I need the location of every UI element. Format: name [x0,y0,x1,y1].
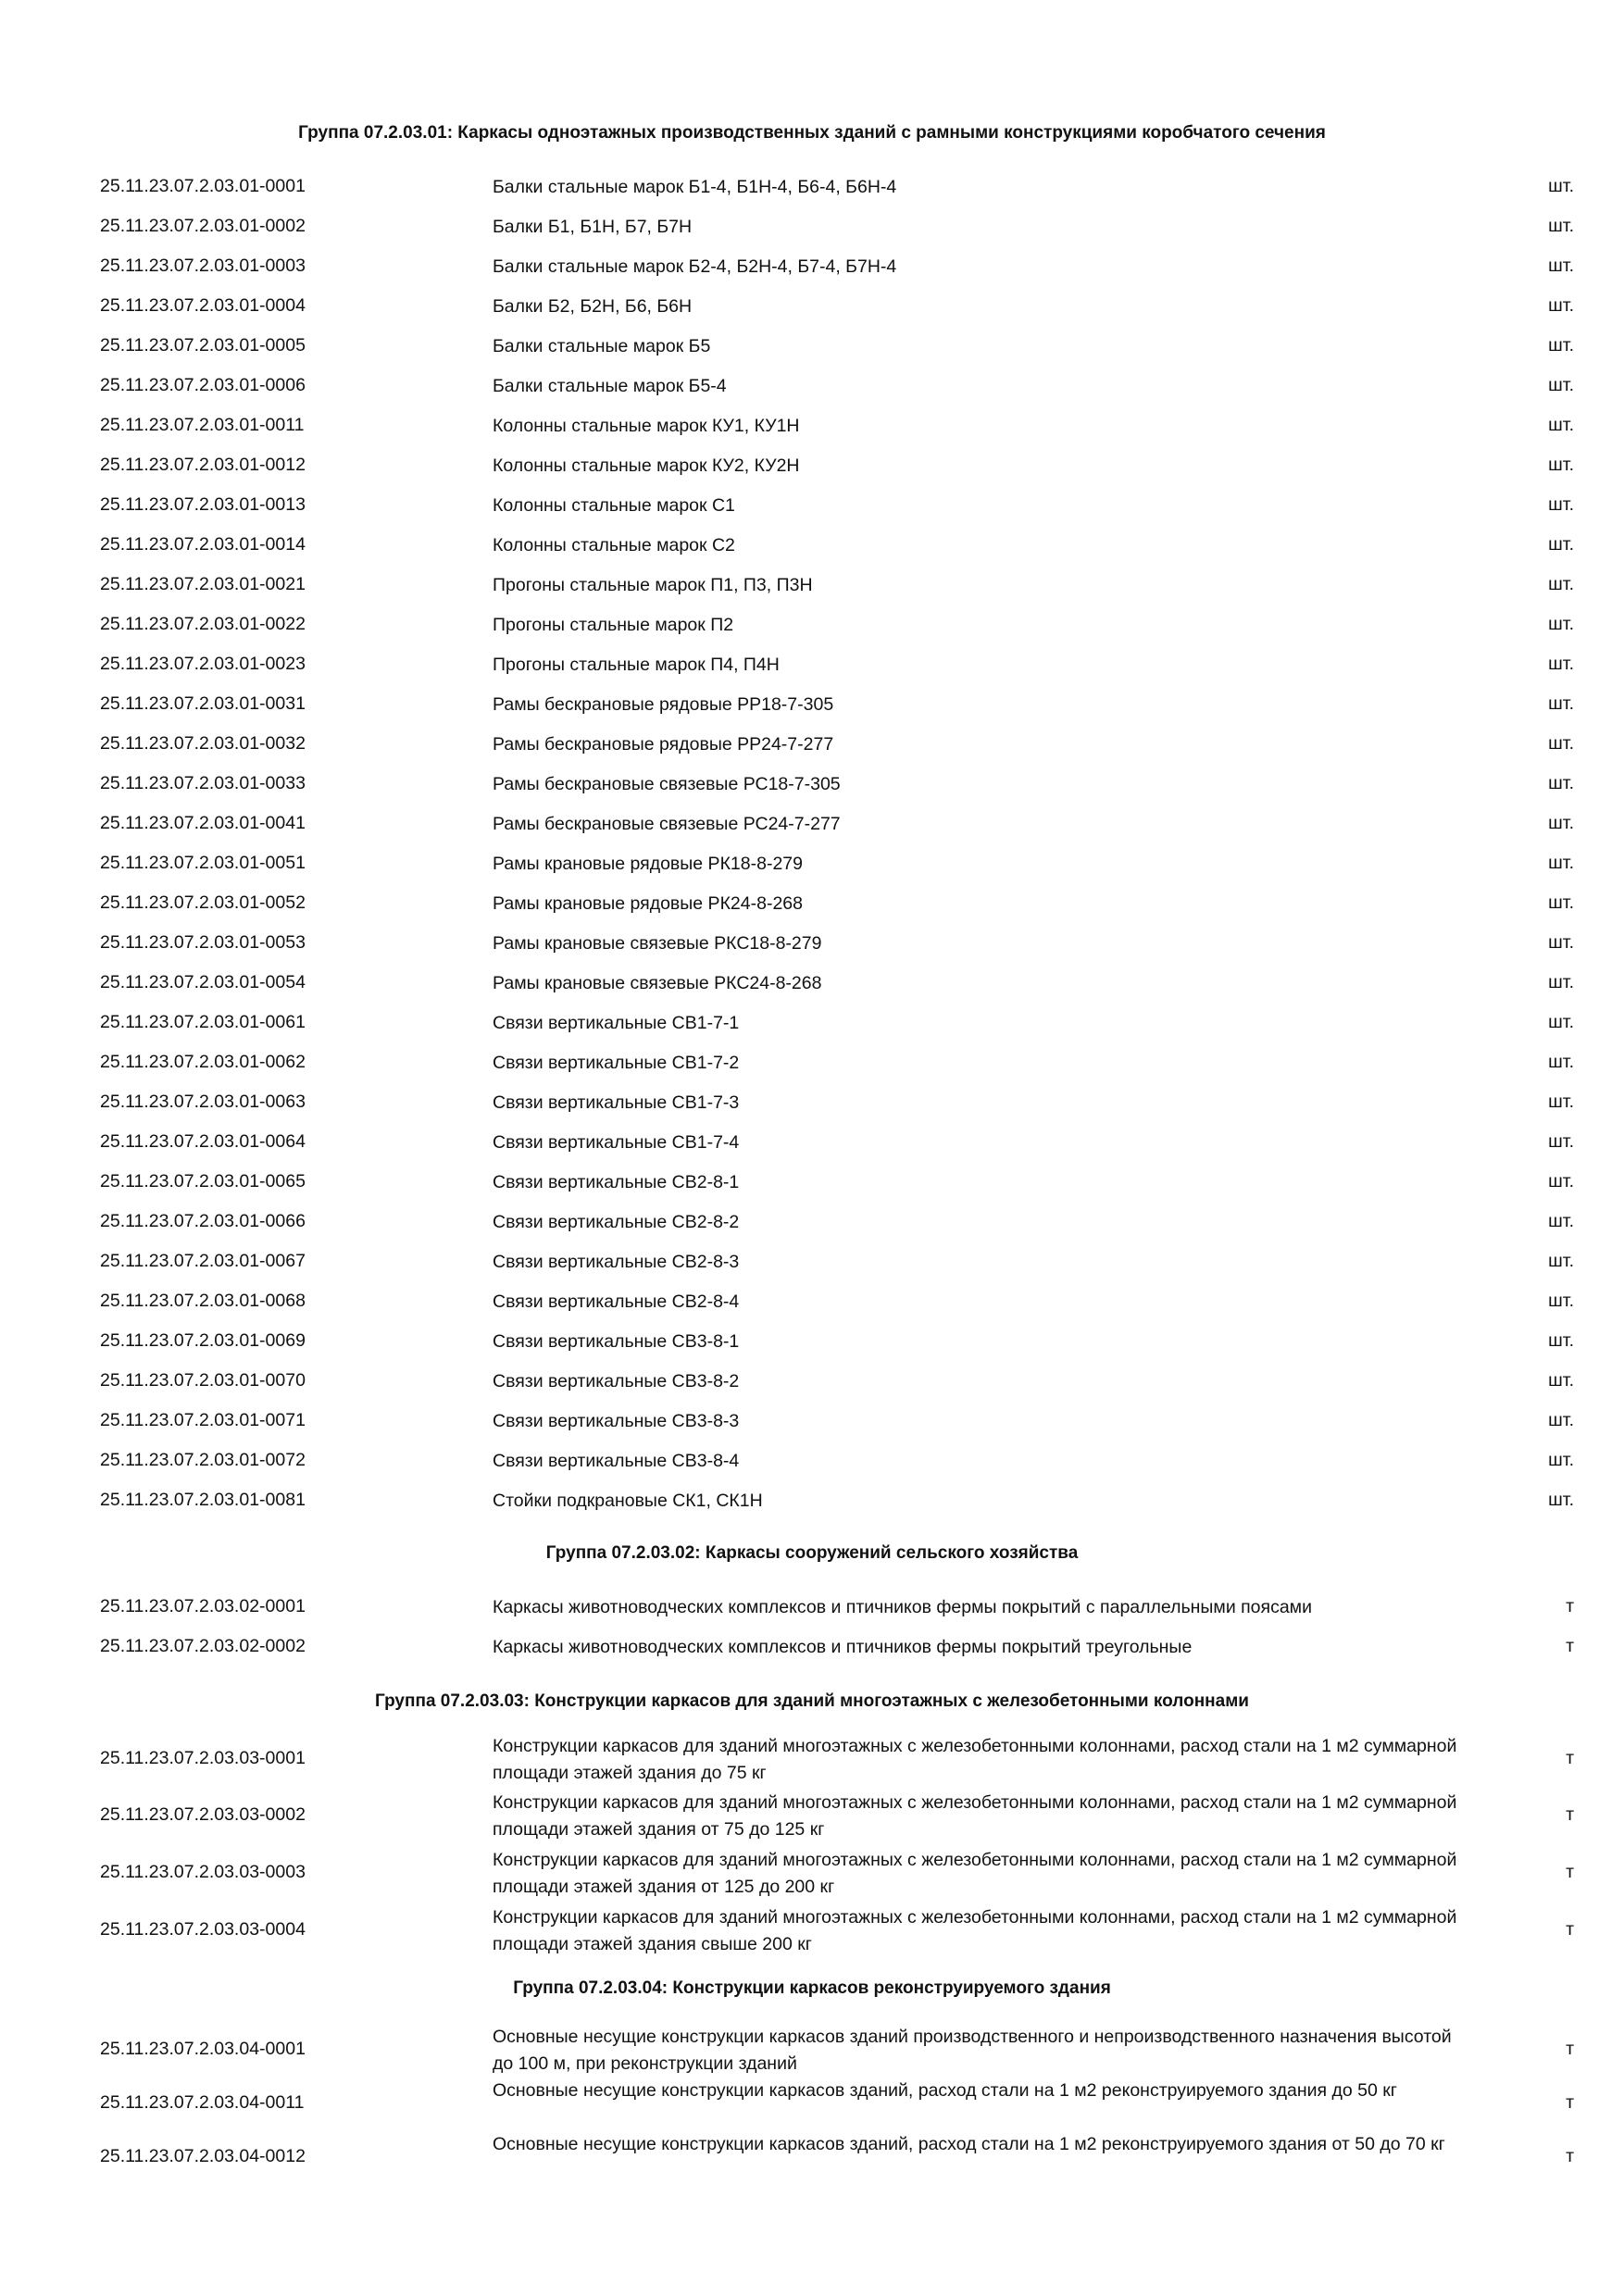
row-code: 25.11.23.07.2.03.01-0022 [100,614,306,634]
row-unit: т [1566,1748,1574,1768]
row-unit: шт. [1548,892,1574,913]
row-code: 25.11.23.07.2.03.01-0006 [100,375,306,395]
row-code: 25.11.23.07.2.03.02-0002 [100,1636,306,1656]
row-unit: т [1566,2092,1574,2113]
row-code: 25.11.23.07.2.03.01-0003 [100,256,306,276]
row-name: Рамы бескрановые рядовые РР24-7-277 [493,734,834,755]
row-code: 25.11.23.07.2.03.02-0001 [100,1596,306,1616]
row-unit: шт. [1548,1450,1574,1470]
row-name: Основные несущие конструкции каркасов зданий, расход стали на 1 м2 реконструируемого здания от 50 до 70 кг [493,2134,1445,2154]
row-unit: шт. [1548,1410,1574,1430]
row-name: Связи вертикальные СВ3-8-3 [493,1411,740,1431]
row-code: 25.11.23.07.2.03.04-0012 [100,2146,306,2166]
row-code: 25.11.23.07.2.03.03-0004 [100,1919,306,1940]
row-code: 25.11.23.07.2.03.01-0062 [100,1052,306,1072]
row-name: Связи вертикальные СВ3-8-4 [493,1451,740,1471]
row-name: Связи вертикальные СВ2-8-2 [493,1212,740,1232]
row-code: 25.11.23.07.2.03.01-0033 [100,773,306,793]
row-unit: шт. [1548,1211,1574,1231]
row-name: Рамы бескрановые рядовые РР18-7-305 [493,694,834,715]
row-name: Связи вертикальные СВ1-7-1 [493,1013,740,1033]
row-name: Колонны стальные марок КУ1, КУ1Н [493,416,800,436]
row-name: Стойки подкрановые СК1, СК1Н [493,1491,763,1511]
row-name: Балки стальные марок Б5-4 [493,376,727,396]
row-unit: шт. [1548,335,1574,356]
row-unit: т [1566,1636,1574,1656]
row-unit: шт. [1548,614,1574,634]
row-code: 25.11.23.07.2.03.01-0041 [100,813,306,833]
row-name: Каркасы животноводческих комплексов и птичников фермы покрытий с параллельными поясами [493,1597,1312,1617]
row-code: 25.11.23.07.2.03.01-0066 [100,1211,306,1231]
row-unit: шт. [1548,693,1574,714]
row-name: Балки стальные марок Б5 [493,336,711,356]
group-title: Группа 07.2.03.02: Каркасы сооружений сельского хозяйства [545,1543,1079,1563]
row-code: 25.11.23.07.2.03.01-0052 [100,892,306,913]
group-title: Группа 07.2.03.04: Конструкции каркасов реконструируемого здания [513,1978,1111,1998]
row-code: 25.11.23.07.2.03.03-0003 [100,1862,306,1882]
row-unit: шт. [1548,1330,1574,1351]
row-name: Прогоны стальные марок П4, П4Н [493,655,780,675]
row-name: Конструкции каркасов для зданий многоэтажных с железобетонными колоннами, расход стали на 1 м2 суммарной площади этажей здания до 75 кг [493,1736,1457,1783]
row-code: 25.11.23.07.2.03.01-0069 [100,1330,306,1351]
row-code: 25.11.23.07.2.03.01-0064 [100,1131,306,1152]
row-unit: шт. [1548,574,1574,594]
row-code: 25.11.23.07.2.03.01-0014 [100,534,306,555]
row-name: Колонны стальные марок С1 [493,495,735,516]
row-unit: т [1566,1919,1574,1940]
row-unit: шт. [1548,972,1574,992]
row-name: Балки стальные марок Б1-4, Б1Н-4, Б6-4, Б6Н-4 [493,177,897,197]
row-unit: шт. [1548,1052,1574,1072]
row-code: 25.11.23.07.2.03.01-0032 [100,733,306,754]
row-code: 25.11.23.07.2.03.01-0054 [100,972,306,992]
row-code: 25.11.23.07.2.03.01-0067 [100,1251,306,1271]
row-unit: шт. [1548,1171,1574,1192]
row-unit: шт. [1548,1012,1574,1032]
row-unit: шт. [1548,773,1574,793]
row-unit: шт. [1548,654,1574,674]
row-name: Конструкции каркасов для зданий многоэтажных с железобетонными колоннами, расход стали на 1 м2 суммарной площади этажей здания от 75 до 125 кг [493,1792,1457,1840]
row-unit: шт. [1548,1092,1574,1112]
row-unit: шт. [1548,176,1574,196]
row-unit: т [1566,1804,1574,1825]
row-name: Балки Б2, Б2Н, Б6, Б6Н [493,296,693,317]
row-name: Связи вертикальные СВ3-8-1 [493,1331,740,1352]
row-code: 25.11.23.07.2.03.01-0061 [100,1012,306,1032]
row-unit: шт. [1548,256,1574,276]
row-unit: т [1566,2146,1574,2166]
row-code: 25.11.23.07.2.03.01-0002 [100,216,306,236]
row-code: 25.11.23.07.2.03.04-0001 [100,2039,306,2059]
row-name: Связи вертикальные СВ3-8-2 [493,1371,740,1391]
row-name: Рамы бескрановые связевые РС24-7-277 [493,814,841,834]
row-name: Связи вертикальные СВ1-7-4 [493,1132,740,1153]
row-unit: шт. [1548,932,1574,953]
row-code: 25.11.23.07.2.03.01-0081 [100,1490,306,1510]
row-name: Конструкции каркасов для зданий многоэтажных с железобетонными колоннами, расход стали на 1 м2 суммарной площади этажей здания от 125 до 200 кг [493,1850,1457,1897]
row-unit: шт. [1548,1291,1574,1311]
row-unit: шт. [1548,375,1574,395]
row-name: Связи вертикальные СВ2-8-4 [493,1292,740,1312]
row-name: Связи вертикальные СВ1-7-3 [493,1092,740,1113]
row-name: Основные несущие конструкции каркасов зданий, расход стали на 1 м2 реконструируемого здания до 50 кг [493,2080,1397,2101]
row-code: 25.11.23.07.2.03.01-0070 [100,1370,306,1391]
row-code: 25.11.23.07.2.03.03-0001 [100,1748,306,1768]
row-unit: шт. [1548,216,1574,236]
row-code: 25.11.23.07.2.03.01-0004 [100,295,306,316]
row-code: 25.11.23.07.2.03.01-0068 [100,1291,306,1311]
row-name: Балки Б1, Б1Н, Б7, Б7Н [493,217,693,237]
row-name: Рамы бескрановые связевые РС18-7-305 [493,774,841,794]
row-code: 25.11.23.07.2.03.04-0011 [100,2092,305,2113]
row-name: Прогоны стальные марок П1, П3, П3Н [493,575,813,595]
row-unit: т [1566,1862,1574,1882]
row-name: Конструкции каркасов для зданий многоэтажных с железобетонными колоннами, расход стали на 1 м2 суммарной площади этажей здания свыше 200 кг [493,1907,1457,1954]
row-unit: шт. [1548,1131,1574,1152]
row-code: 25.11.23.07.2.03.01-0072 [100,1450,306,1470]
row-code: 25.11.23.07.2.03.01-0012 [100,455,306,475]
row-unit: шт. [1548,1490,1574,1510]
row-name: Связи вертикальные СВ1-7-2 [493,1053,740,1073]
row-code: 25.11.23.07.2.03.01-0013 [100,494,306,515]
row-unit: шт. [1548,455,1574,475]
row-name: Колонны стальные марок С2 [493,535,735,555]
row-unit: шт. [1548,1370,1574,1391]
row-code: 25.11.23.07.2.03.01-0021 [100,574,306,594]
row-name: Рамы крановые рядовые РК18-8-279 [493,854,803,874]
row-unit: шт. [1548,853,1574,873]
row-code: 25.11.23.07.2.03.01-0011 [100,415,305,435]
row-unit: шт. [1548,813,1574,833]
row-name: Связи вертикальные СВ2-8-3 [493,1252,740,1272]
row-unit: т [1566,1596,1574,1616]
row-unit: шт. [1548,295,1574,316]
row-name: Каркасы животноводческих комплексов и птичников фермы покрытий треугольные [493,1637,1193,1657]
row-unit: шт. [1548,1251,1574,1271]
row-unit: шт. [1548,534,1574,555]
row-code: 25.11.23.07.2.03.01-0053 [100,932,306,953]
row-name: Прогоны стальные марок П2 [493,615,734,635]
row-name: Рамы крановые связевые РКС18-8-279 [493,933,822,954]
group-title: Группа 07.2.03.03: Конструкции каркасов для зданий многоэтажных с железобетонными колоннами [375,1691,1249,1711]
row-code: 25.11.23.07.2.03.01-0005 [100,335,306,356]
row-name: Колонны стальные марок КУ2, КУ2Н [493,455,800,476]
group-title: Группа 07.2.03.01: Каркасы одноэтажных производственных зданий с рамными конструкциями коробчатого сечения [298,123,1326,143]
row-code: 25.11.23.07.2.03.03-0002 [100,1804,306,1825]
row-name: Связи вертикальные СВ2-8-1 [493,1172,740,1192]
row-code: 25.11.23.07.2.03.01-0023 [100,654,306,674]
row-name: Рамы крановые связевые РКС24-8-268 [493,973,822,993]
row-unit: шт. [1548,733,1574,754]
row-code: 25.11.23.07.2.03.01-0031 [100,693,306,714]
row-unit: шт. [1548,415,1574,435]
row-unit: шт. [1548,494,1574,515]
row-name: Основные несущие конструкции каркасов зданий производственного и непроизводственного назначения высотой до 100 м, при реконструкции зданий [493,2027,1452,2074]
row-unit: т [1566,2039,1574,2059]
row-code: 25.11.23.07.2.03.01-0063 [100,1092,306,1112]
row-name: Рамы крановые рядовые РК24-8-268 [493,893,803,914]
row-code: 25.11.23.07.2.03.01-0065 [100,1171,306,1192]
row-code: 25.11.23.07.2.03.01-0001 [100,176,306,196]
row-code: 25.11.23.07.2.03.01-0071 [100,1410,306,1430]
row-code: 25.11.23.07.2.03.01-0051 [100,853,306,873]
row-name: Балки стальные марок Б2-4, Б2Н-4, Б7-4, Б7Н-4 [493,256,897,277]
